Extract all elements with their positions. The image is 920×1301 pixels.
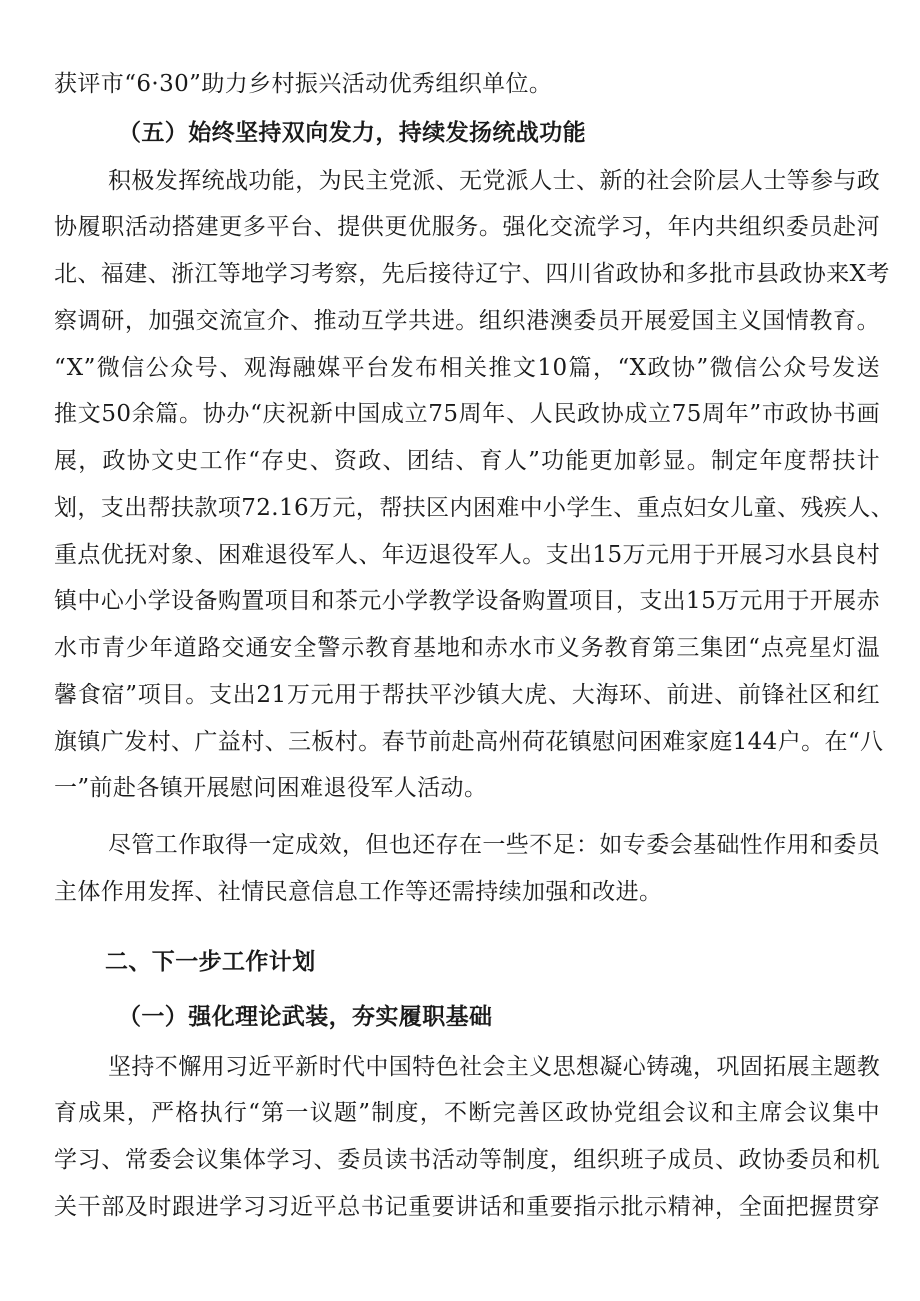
- paragraph-line: 关干部及时跟进学习习近平总书记重要讲话和重要指示批示精神，全面把握贯穿: [54, 1194, 880, 1220]
- subsection-heading-1: （一）强化理论武装，夯实履职基础: [118, 1003, 493, 1030]
- paragraph-line: “X”微信公众号、观海融媒平台发布相关推文10篇，“X政协”微信公众号发送: [54, 355, 880, 381]
- paragraph-line: 旗镇广发村、广益村、三板村。春节前赴高州荷花镇慰问困难家庭144户。在“八: [54, 729, 884, 755]
- paragraph-line: 镇中心小学设备购置项目和茶元小学教学设备购置项目，支出15万元用于开展赤: [54, 588, 880, 614]
- paragraph-line: 北、福建、浙江等地学习考察，先后接待辽宁、四川省政协和多批市县政协来X考: [54, 261, 890, 287]
- paragraph-line: 察调研，加强交流宣介、推动互学共进。组织港澳委员开展爱国主义国情教育。: [54, 308, 880, 334]
- section-heading-5: （五）始终坚持双向发力，持续发扬统战功能: [118, 119, 586, 146]
- paragraph-line: 尽管工作取得一定成效，但也还存在一些不足：如专委会基础性作用和委员: [108, 832, 881, 858]
- section-heading-2: 二、下一步工作计划: [105, 948, 316, 975]
- paragraph-line: 一”前赴各镇开展慰问困难退役军人活动。: [54, 775, 488, 801]
- paragraph-line: 水市青少年道路交通安全警示教育基地和赤水市义务教育第三集团“点亮星灯温: [54, 635, 880, 661]
- paragraph-line: 获评市“6·30”助力乡村振兴活动优秀组织单位。: [54, 71, 553, 97]
- paragraph-line: 馨食宿”项目。支出21万元用于帮扶平沙镇大虎、大海环、前进、前锋社区和红: [54, 682, 880, 708]
- paragraph-line: 划，支出帮扶款项72.16万元，帮扶区内困难中小学生、重点妇女儿童、残疾人、: [54, 495, 895, 521]
- paragraph-line: 学习、常委会议集体学习、委员读书活动等制度，组织班子成员、政协委员和机: [54, 1147, 880, 1173]
- paragraph-line: 协履职活动搭建更多平台、提供更优服务。强化交流学习，年内共组织委员赴河: [54, 214, 880, 240]
- paragraph-line: 展，政协文史工作“存史、资政、团结、育人”功能更加彰显。制定年度帮扶计: [54, 448, 880, 474]
- paragraph-line: 育成果，严格执行“第一议题”制度，不断完善区政协党组会议和主席会议集中: [54, 1100, 880, 1126]
- paragraph-line: 坚持不懈用习近平新时代中国特色社会主义思想凝心铸魂，巩固拓展主题教: [108, 1054, 881, 1080]
- paragraph-line: 主体作用发挥、社情民意信息工作等还需持续加强和改进。: [54, 879, 663, 905]
- paragraph-line: 积极发挥统战功能，为民主党派、无党派人士、新的社会阶层人士等参与政: [108, 168, 881, 194]
- paragraph-line: 推文50余篇。协办“庆祝新中国成立75周年、人民政协成立75周年”市政协书画: [54, 401, 880, 427]
- paragraph-line: 重点优抚对象、困难退役军人、年迈退役军人。支出15万元用于开展习水县良村: [54, 542, 880, 568]
